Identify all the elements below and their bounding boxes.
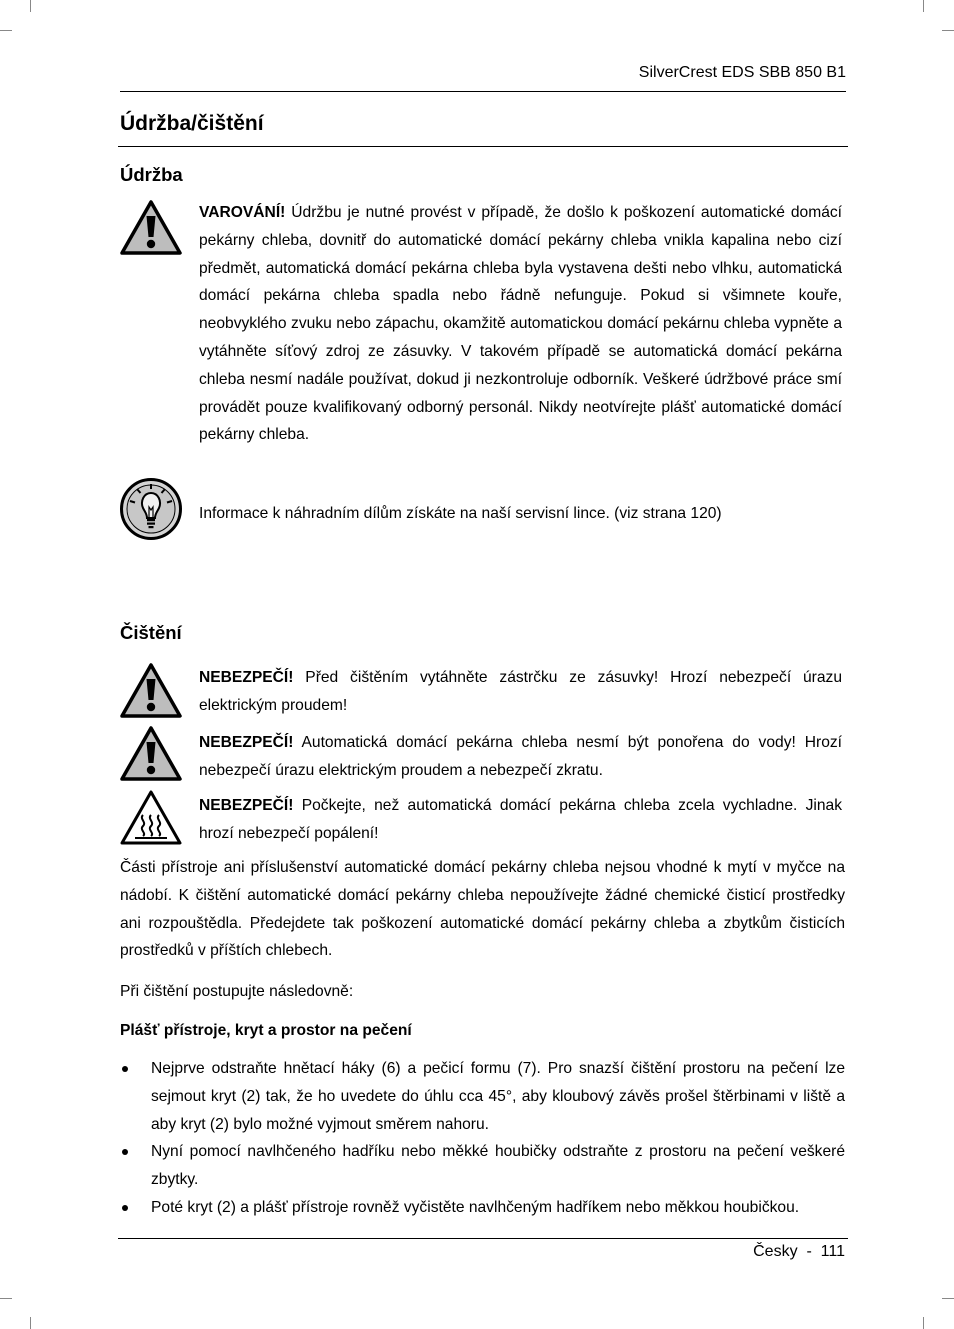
- warning-triangle-icon: [119, 662, 183, 719]
- page-footer: Česky - 111: [753, 1243, 845, 1260]
- cleaning-steps-list: [120, 1055, 845, 1222]
- warning-triangle-icon: [119, 725, 183, 782]
- danger-text: Automatická domácí pekárna chleba nesmí být ponořena do vody! Hrozí nebezpečí úrazu elektrickým proudem a nebezpečí zkratu.: [199, 734, 842, 779]
- cleaning-paragraph: Části přístroje ani příslušenství automatické domácí pekárny chleba nejsou vhodné k mytí v myčce na nádobí. K čištění automatické domácí pekárny chleba nepoužívejte žádné chemické čisticí prostředky ani rozpouštědla. Předejdete tak poškození automatické domácí pekárny chleba a zbytkům čisticích prostředků v příštích chlebech.: [120, 859, 845, 960]
- running-header: SilverCrest EDS SBB 850 B1: [638, 64, 846, 81]
- crop-mark: [942, 1298, 954, 1299]
- danger-text: Před čištěním vytáhněte zástrčku ze zásuvky! Hrozí nebezpečí úrazu elektrickým proudem!: [199, 669, 842, 714]
- crop-mark: [923, 1317, 924, 1329]
- danger-paragraph-2: [199, 729, 842, 785]
- crop-mark: [0, 1298, 12, 1299]
- list-item-text: Nejprve odstraňte hnětací háky (6) a pečicí formu (7). Pro snazší čištění prostoru na pečení lze sejmout kryt (2) tak, že ho uvedete do úhlu cca 45°, aby kloubový závěs prošel štěrbinami v liště a aby kryt (2) bylo možné vyjmout směrem nahoru.: [151, 1060, 845, 1133]
- bullet-icon: [122, 1066, 128, 1072]
- footer-rule: [118, 1238, 848, 1239]
- maintenance-heading: Údržba: [120, 164, 183, 185]
- crop-mark: [0, 30, 12, 31]
- cleaning-heading: Čištění: [120, 622, 182, 643]
- bullet-icon: [122, 1205, 128, 1211]
- page-title: Údržba/čištění: [120, 112, 264, 135]
- warning-paragraph: [199, 199, 842, 449]
- danger-text: Počkejte, než automatická domácí pekárna chleba zcela vychladne. Jinak hrozí nebezpečí popálení!: [199, 797, 842, 842]
- danger-label: NEBEZPEČÍ!: [199, 797, 294, 814]
- danger-paragraph-1: [199, 664, 842, 720]
- header-rule: [120, 91, 846, 92]
- lightbulb-tip-icon: [119, 477, 183, 541]
- subheading: Plášť přístroje, kryt a prostor na pečení: [120, 1022, 412, 1039]
- list-item: [120, 1138, 845, 1194]
- hot-surface-icon: [119, 789, 183, 846]
- list-item: [120, 1194, 845, 1222]
- info-text: Informace k náhradním dílům získáte na naší servisní lince. (viz strana 120): [199, 505, 722, 522]
- procedure-intro: Při čištění postupujte následovně:: [120, 983, 354, 1000]
- list-item: [120, 1055, 845, 1138]
- crop-mark: [30, 0, 31, 12]
- warning-text: Údržbu je nutné provést v případě, že došlo k poškození automatické domácí pekárny chleba, dovnitř do automatické domácí pekárny chleba vnikla kapalina nebo cizí předmět, automatická domácí pekárna chleba byla vystavena dešti nebo vlhku, automatická domácí pekárna chleba spadla nebo řádně nefunguje. Pokud si všimnete kouře, neobvyklého zvuku nebo zápachu, okamžitě automatickou domácí pekárnu chleba vypněte a vytáhněte síťový zdroj ze zásuvky. V takovém případě se automatická domácí pekárna chleba nesmí nadále používat, dokud ji nezkontroluje odborník. Veškeré údržbové práce smí provádět pouze kvalifikovaný odborný personál. Nikdy neotvírejte plášť automatické domácí pekárny chleba.: [199, 204, 842, 444]
- crop-mark: [923, 0, 924, 12]
- title-rule: [118, 146, 848, 147]
- crop-mark: [30, 1317, 31, 1329]
- bullet-icon: [122, 1149, 128, 1155]
- danger-paragraph-3: [199, 792, 842, 848]
- warning-triangle-icon: [119, 199, 183, 256]
- list-item-text: Nyní pomocí navlhčeného hadříku nebo měkké houbičky odstraňte z prostoru na pečení veškeré zbytky.: [151, 1143, 845, 1189]
- crop-mark: [942, 30, 954, 31]
- danger-label: NEBEZPEČÍ!: [199, 734, 294, 751]
- warning-label: VAROVÁNÍ!: [199, 204, 286, 221]
- list-item-text: Poté kryt (2) a plášť přístroje rovněž vyčistěte navlhčeným hadříkem nebo měkkou houbičkou.: [151, 1198, 800, 1216]
- danger-label: NEBEZPEČÍ!: [199, 669, 294, 686]
